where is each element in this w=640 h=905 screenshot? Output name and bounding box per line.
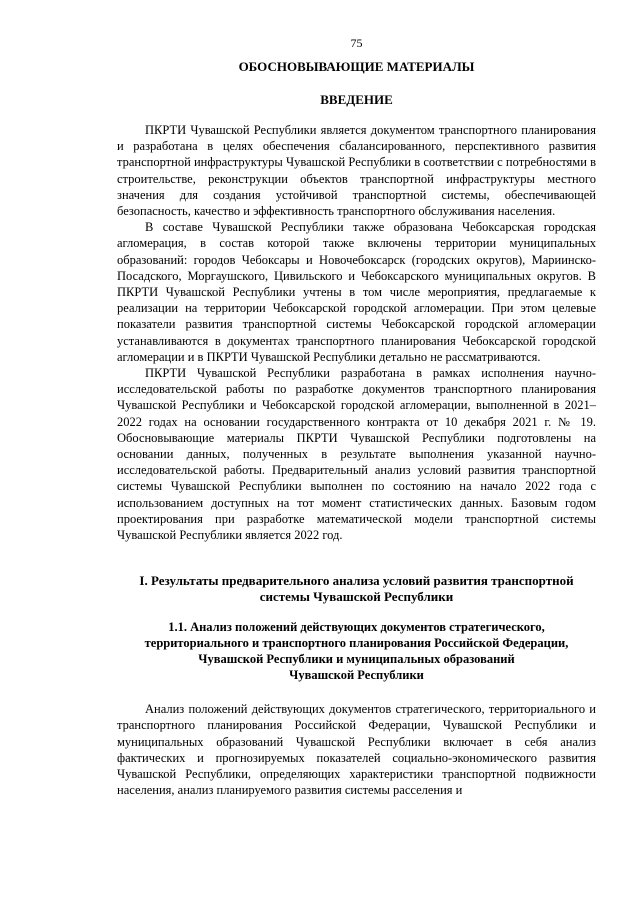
section-heading (117, 573, 596, 605)
page-number: 75 (350, 36, 363, 50)
intro-paragraph-2: В составе Чувашской Республики также образована Чебоксарская городская агломерация, в состав которой также включены территории муниципальных образований: городов Чебоксары и Новочебоксарск (городских округов), Мариинско-Посадского, Моргаушского, Цивильского и Чебоксарского муниципальных округов. В ПКРТИ Чувашской Республики учтены в том числе мероприятия, предлагаемые к реализации на территории Чебоксарской городской агломерации. При этом целевые показатели развития транспортной системы Чебоксарской городской агломерации устанавливаются в документах транспортного планирования Чебоксарской городской агломерации и в ПКРТИ Чувашской Республики детально не рассматриваются. (117, 220, 596, 364)
subsection-heading (117, 619, 596, 683)
document-page (117, 36, 596, 799)
subsection-heading-line: территориального и транспортного планирования Российской Федерации, (144, 636, 569, 651)
section-heading-line: системы Чувашской Республики (259, 589, 454, 605)
intro-paragraph-3: ПКРТИ Чувашской Республики разработана в рамках исполнения научно-исследовательской работы по разработке документов транспортного планирования Чувашской Республики и Чебоксарской городской агломерации, выполненной в 2021–2022 годах на основании государственного контракта от 10 декабря 2021 г. № 19. Обосновывающие материалы ПКРТИ Чувашской Республики подготовлены на основании данных, полученных в результате выполнения указанной научно-исследовательской работы. Предварительный анализ условий развития транспортной системы Чувашской Республики выполнен по состоянию на начало 2022 года с использованием доступных на тот момент статистических данных. Базовым годом проектирования при разработке математической модели транспортной системы Чувашской Республики является 2022 год. (117, 366, 596, 543)
subsection-heading-line: 1.1. Анализ положений действующих документов стратегического, (168, 620, 545, 635)
subsection-paragraph: Анализ положений действующих документов стратегического, территориального и транспортного планирования Российской Федерации, Чувашской Республики и муниципальных образований Чувашской Республики включает в себя анализ фактических и прогнозируемых показателей социально-экономического развития Чувашской Республики, определяющих характеристики транспортной подвижности населения, анализ планируемого развития системы расселения и (117, 702, 596, 798)
intro-heading: ВВЕДЕНИЕ (320, 92, 393, 107)
subsection-heading-line: Чувашской Республики (289, 668, 424, 683)
section-heading-line: I. Результаты предварительного анализа условий развития транспортной (139, 573, 574, 589)
main-title: ОБОСНОВЫВАЮЩИЕ МАТЕРИАЛЫ (238, 59, 475, 74)
subsection-heading-line: Чувашской Республики и муниципальных образований (198, 652, 515, 667)
intro-paragraph-1: ПКРТИ Чувашской Республики является документом транспортного планирования и разработана в целях обеспечения сбалансированного, перспективного развития транспортной инфраструктуры Чувашской Республики в соответствии с потребностями в строительстве, реконструкции объектов транспортной инфраструктуры местного значения для создания устойчивой транспортной системы, обеспечивающей безопасность, качество и эффективность транспортного обслуживания населения. (117, 123, 596, 219)
